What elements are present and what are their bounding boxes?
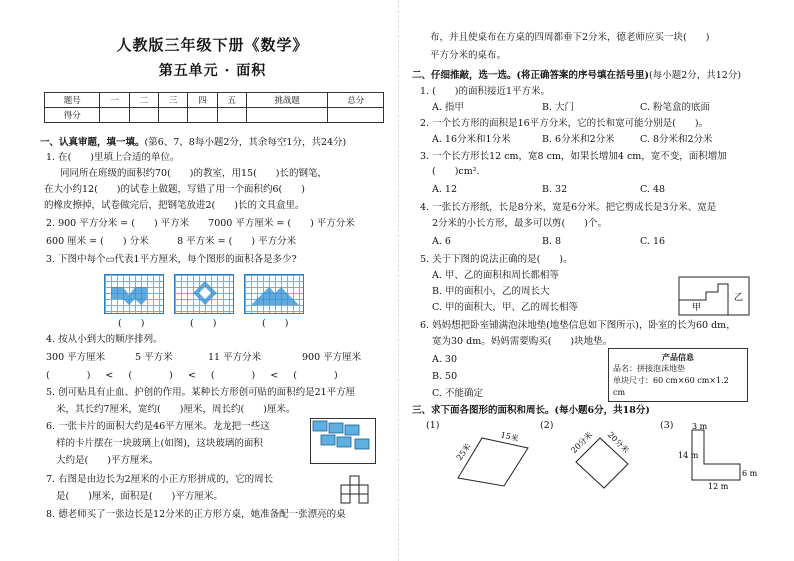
fig2-side-a: 20分米 — [569, 430, 595, 456]
mc2-option-a[interactable]: A. 16分米和1分米 — [432, 134, 511, 145]
mc1-option-b[interactable]: B. 大门 — [542, 102, 575, 113]
mc5-question: 5. 关于下图的说法正确的是( )。 — [420, 254, 573, 265]
fig1-label: (1) — [426, 420, 440, 431]
q8-line1: 8. 德老师买了一张边长是12分米的正方形方桌，她准备配一张漂亮的桌 — [46, 509, 346, 520]
mc6-option-c[interactable]: C. 不能确定 — [432, 388, 483, 399]
mc3-option-a[interactable]: A. 12 — [432, 184, 457, 195]
q4-prompt: 4. 按从小到大的顺序排列。 — [46, 334, 163, 345]
mc2-question: 2. 一个长方形的面积是16平方分米，它的长和宽可能分别是( )。 — [420, 118, 709, 129]
grid-figure-3 — [244, 274, 304, 314]
fig1-side-a: 25米 — [454, 442, 473, 463]
fig3-top-width: 3 m — [692, 422, 708, 431]
q1-line1: 同同所在班级的面积约70( )的教室，用15( )长的钢笔， — [60, 168, 328, 179]
mc6-question-cont: 宽为30 dm。妈妈需要购买( )块地垫。 — [432, 336, 613, 347]
mc2-option-b[interactable]: B. 6分米和2分米 — [542, 134, 615, 145]
q2-line1: 2. 900 平方分米 = ( ) 平方米 7000 平方厘米 = ( ) 平方分米 — [46, 218, 355, 229]
q2-line2: 600 厘米 = ( ) 分米 8 平方米 = ( ) 平方分米 — [46, 236, 297, 247]
left-column — [40, 0, 385, 561]
mc1-question: 1. ( )的面积接近1平方米。 — [420, 86, 551, 97]
q4-item: 300 平方厘米 — [46, 352, 106, 363]
score-header-cell: 总分 — [328, 93, 384, 108]
mc4-option-c[interactable]: C. 16 — [640, 236, 666, 247]
mc6-option-b[interactable]: B. 50 — [432, 371, 458, 382]
score-cell[interactable] — [217, 108, 246, 123]
fig3-bottom-width: 12 m — [708, 482, 729, 491]
product-info-title: 产品信息 — [662, 352, 694, 362]
mc1-option-a[interactable]: A. 指甲 — [432, 102, 464, 113]
mc5-option-a[interactable]: A. 甲、乙的面积和周长都相等 — [432, 270, 559, 281]
score-cell[interactable] — [188, 108, 217, 123]
fig3-left-height: 14 m — [678, 451, 699, 460]
mc1-option-c[interactable]: C. 粉笔盒的底面 — [640, 102, 710, 113]
score-header-cell: 二 — [129, 93, 158, 108]
fig3-right-height: 6 m — [742, 469, 758, 478]
score-table — [44, 92, 384, 123]
mc4-option-a[interactable]: A. 6 — [432, 236, 451, 247]
grid-figure-2 — [174, 274, 234, 314]
q7-squares-figure — [336, 474, 378, 504]
score-header-row — [45, 93, 384, 108]
right-column — [412, 0, 757, 561]
q7-line2: 是( )厘米，面积是( )平方厘米。 — [56, 491, 223, 502]
score-cell[interactable] — [328, 108, 384, 123]
q8-line2: 布，并且使桌布在方桌的四周都垂下2分米，德老师应买一块( ) — [430, 32, 710, 43]
page-title: 人教版三年级下册《数学》 — [116, 36, 309, 54]
fig2-label: (2) — [540, 420, 554, 431]
score-row-label: 得分 — [45, 108, 100, 123]
q3-figures — [104, 274, 304, 314]
q4-item: 11 平方分米 — [208, 352, 262, 363]
fig3-l-shape — [674, 422, 758, 491]
fig2-square — [566, 426, 646, 490]
mc3-option-c[interactable]: C. 48 — [640, 184, 666, 195]
q3-blank-3[interactable]: ( ) — [262, 318, 289, 329]
q6-line3: 大约是( )平方厘米。 — [56, 455, 159, 466]
q5-line1: 5. 创可贴具有止血、护创的作用。某种长方形创可贴的面积约是21平方厘 — [46, 387, 356, 398]
q6-line1: 6. 一张卡片的面积大约是46平方厘米。龙龙把一些这 — [46, 421, 270, 432]
section2-heading — [412, 70, 741, 82]
score-header-cell: 三 — [159, 93, 188, 108]
q1-line2: 在大小约12( )的试卷上做题，写错了用一个面积约6( ) — [44, 184, 305, 195]
cards-on-glass-image — [311, 419, 377, 465]
q1-prompt: 1. 在( )里填上合适的单位。 — [46, 152, 180, 163]
mc6-question: 6. 妈妈想把卧室铺满泡沫地垫(地垫信息如下图所示)，卧室的长为60 dm， — [420, 320, 736, 331]
score-cell[interactable] — [100, 108, 129, 123]
section1-title: 一、认真审题，填一填。 — [40, 137, 145, 148]
mc3-question-cont: ( )cm². — [432, 166, 480, 177]
fig-label-jia: 甲 — [692, 303, 702, 313]
score-header-cell: 五 — [217, 93, 246, 108]
score-row — [45, 108, 384, 123]
figure-shape-3 — [245, 275, 305, 315]
mc4-question-cont: 2分米的小长方形，最多可以剪( )个。 — [432, 218, 607, 229]
figure-shape-1 — [105, 275, 165, 315]
mc5-option-b[interactable]: B. 甲的面积小，乙的周长大 — [432, 286, 550, 297]
score-header-cell: 挑战题 — [246, 93, 328, 108]
q6-line2: 样的卡片摆在一块玻璃上(如图)，这块玻璃的面积 — [56, 438, 263, 449]
mc5-option-c[interactable]: C. 甲的面积大，甲、乙的周长相等 — [432, 302, 578, 313]
product-size: 单块尺寸：60 cm×60 cm×1.2 cm — [613, 376, 729, 397]
figure-shape-2 — [175, 275, 235, 315]
mc3-question: 3. 一个长方形长12 cm，宽8 cm，如果长增加4 cm，宽不变，面积增加 — [420, 151, 727, 162]
q1-line3: 的橡皮擦掉，试卷做完后，把钢笔放进2( )长的文具盒里。 — [44, 200, 305, 211]
fig3-label: (3) — [660, 420, 674, 431]
score-cell[interactable] — [129, 108, 158, 123]
section2-title: 二、仔细推敲，选一选。(将正确答案的序号填在括号里) — [412, 70, 649, 81]
q5-line2: 米，其长约7厘米，宽约( )厘米，周长约( )厘米。 — [56, 404, 296, 415]
section3-heading: 三、求下面各图形的面积和周长。(每小题6分，共18分) — [412, 405, 650, 416]
mc2-option-c[interactable]: C. 8分米和2分米 — [640, 134, 713, 145]
score-cell[interactable] — [159, 108, 188, 123]
q7-line1: 7. 右图是由边长为2厘米的小正方形拼成的，它的周长 — [46, 474, 274, 485]
section1-heading — [40, 137, 346, 149]
section1-note: (第6、7、8每小题2分，其余每空1分，共24分) — [144, 137, 347, 148]
mc5-figure — [678, 276, 750, 316]
q3-blank-1[interactable]: ( ) — [118, 318, 145, 329]
q4-item: 900 平方厘米 — [302, 352, 362, 363]
q8-line3: 平方分米的桌布。 — [430, 50, 507, 61]
section2-note: (每小题2分，共12分) — [649, 70, 742, 81]
grid-figure-1 — [104, 274, 164, 314]
q4-blanks[interactable]: ( ) < ( ) < ( ) < ( ) — [46, 370, 344, 381]
q4-item: 5 平方米 — [135, 352, 173, 363]
product-name: 品名：拼接泡沫地垫 — [613, 364, 685, 373]
score-header-cell: 四 — [188, 93, 217, 108]
unit-title: 第五单元 · 面积 — [158, 63, 267, 79]
mc6-option-a[interactable]: A. 30 — [432, 354, 457, 365]
score-cell[interactable] — [246, 108, 328, 123]
fig-label-yi: 乙 — [734, 293, 744, 303]
score-header-cell: 一 — [100, 93, 129, 108]
fig2-side-b: 20分米 — [605, 430, 631, 456]
q3-blank-2[interactable]: ( ) — [190, 318, 217, 329]
fig1-parallelogram — [452, 428, 532, 488]
mc4-option-b[interactable]: B. 8 — [542, 236, 562, 247]
q6-glass-figure — [310, 418, 376, 464]
product-info-box — [608, 348, 748, 402]
fig1-side-b: 15米 — [499, 430, 520, 444]
page-divider — [398, 0, 399, 561]
q3-prompt: 3. 下图中每个▭代表1平方厘米，每个图形的面积各是多少? — [46, 254, 297, 265]
score-header-cell: 题号 — [45, 93, 100, 108]
mc4-question: 4. 一张长方形纸，长是8分米，宽是6分米。把它剪成长是3分米、宽是 — [420, 202, 717, 213]
mc3-option-b[interactable]: B. 32 — [542, 184, 568, 195]
